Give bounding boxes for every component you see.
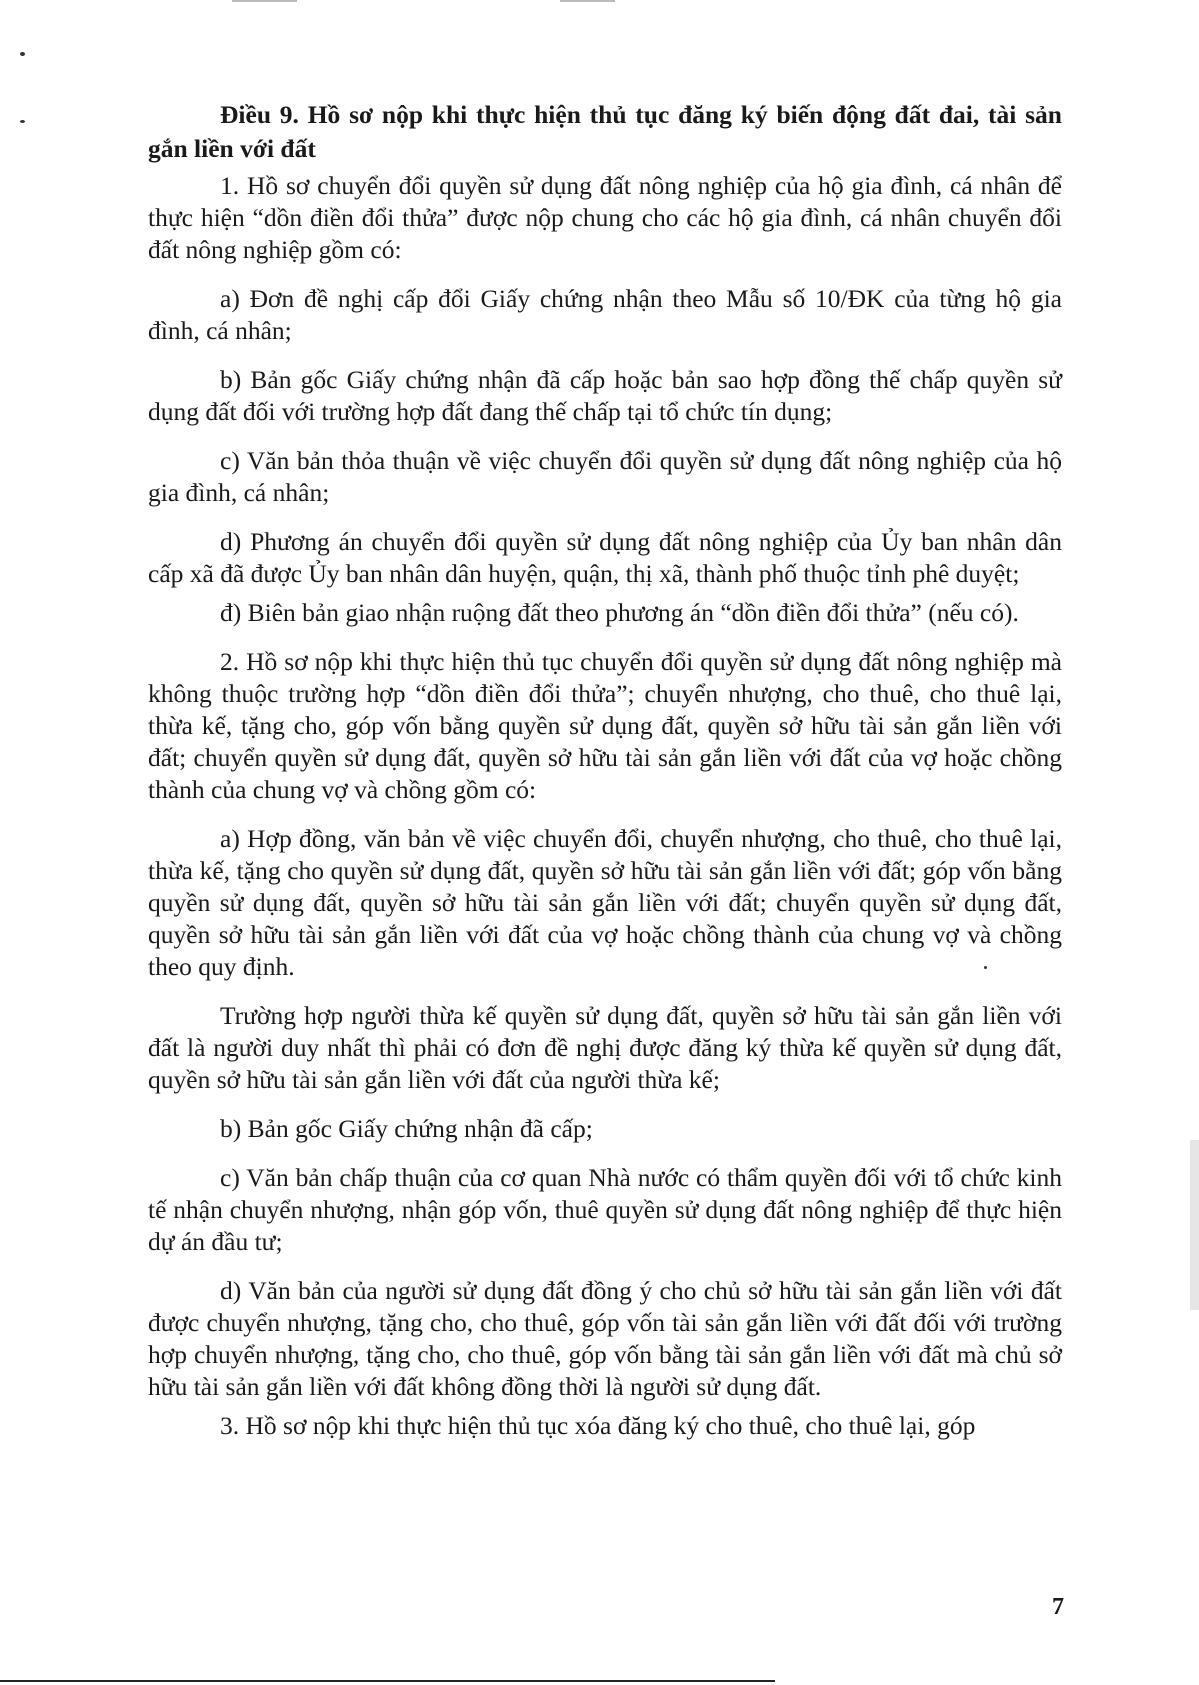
article-title: Điều 9. Hồ sơ nộp khi thực hiện thủ tục đăng ký biến động đất đai, tài sản gắn liền với đất [148, 100, 1062, 163]
clause-2: 2. Hồ sơ nộp khi thực hiện thủ tục chuyển đổi quyền sử dụng đất nông nghiệp mà không thuộc trường hợp “dồn điền đổi thửa”; chuyển nhượng, cho thuê, cho thuê lại, thừa kế, tặng cho, góp vốn bằng quyền sử dụng đất, quyền sở hữu tài sản gắn liền với đất; chuyển quyền sử dụng đất, quyền sở hữu tài sản gắn liền với đất của vợ hoặc chồng thành của chung vợ và chồng gồm có: [148, 647, 1062, 804]
scan-top-mark-right [560, 0, 615, 2]
clause-1-item-dd: đ) Biên bản giao nhận ruộng đất theo phương án “dồn điền đổi thửa” (nếu có). [220, 598, 1019, 627]
clause-1-item-d: d) Phương án chuyển đổi quyền sử dụng đất nông nghiệp của Ủy ban nhân dân cấp xã đã được Ủy ban nhân dân huyện, quận, thị xã, thành phố thuộc tỉnh phê duyệt; [148, 527, 1062, 588]
clause-1-item-c: c) Văn bản thỏa thuận về việc chuyển đổi quyền sử dụng đất nông nghiệp của hộ gia đình, cá nhân; [148, 446, 1062, 507]
clause-1-item-a: a) Đơn đề nghị cấp đổi Giấy chứng nhận theo Mẫu số 10/ĐK của từng hộ gia đình, cá nhân; [148, 284, 1062, 345]
clause-2-item-a: a) Hợp đồng, văn bản về việc chuyển đổi, chuyển nhượng, cho thuê, cho thuê lại, thừa kế, tặng cho quyền sử dụng đất, quyền sở hữu tài sản gắn liền với đất; góp vốn bằng quyền sử dụng đất, quyền sở hữu tài sản gắn liền với đất; chuyển quyền sử dụng đất, quyền sở hữu tài sản gắn liền với đất của vợ hoặc chồng thành của chung vợ và chồng theo quy định. [148, 824, 1062, 981]
scan-bottom-line [0, 1680, 775, 1682]
clause-2-item-b: b) Bản gốc Giấy chứng nhận đã cấp; [220, 1114, 593, 1143]
clause-2-item-c: c) Văn bản chấp thuận của cơ quan Nhà nước có thẩm quyền đối với tổ chức kinh tế nhận chuyển nhượng, nhận góp vốn, thuê quyền sử dụng đất nông nghiệp để thực hiện dự án đầu tư; [148, 1163, 1062, 1256]
clause-3: 3. Hồ sơ nộp khi thực hiện thủ tục xóa đăng ký cho thuê, cho thuê lại, góp [220, 1411, 976, 1440]
scan-top-mark-left [232, 0, 297, 2]
clause-2-item-d: d) Văn bản của người sử dụng đất đồng ý cho chủ sở hữu tài sản gắn liền với đất được chuyển nhượng, tặng cho, cho thuê, góp vốn tài sản gắn liền với đất đối với trường hợp chuyển nhượng, tặng cho, cho thuê, góp vốn bằng tài sản gắn liền với đất mà chủ sở hữu tài sản gắn liền với đất không đồng thời là người sử dụng đất. [148, 1276, 1062, 1401]
clause-2-inheritance-note: Trường hợp người thừa kế quyền sử dụng đất, quyền sở hữu tài sản gắn liền với đất là người duy nhất thì phải có đơn đề nghị được đăng ký thừa kế quyền sử dụng đất, quyền sở hữu tài sản gắn liền với đất của người thừa kế; [148, 1001, 1062, 1094]
clause-1: 1. Hồ sơ chuyển đổi quyền sử dụng đất nông nghiệp của hộ gia đình, cá nhân để thực hiện “dồn điền đổi thửa” được nộp chung cho các hộ gia đình, cá nhân chuyển đổi đất nông nghiệp gồm có: [148, 171, 1062, 264]
scan-dot [20, 52, 25, 56]
scan-dot [20, 120, 25, 123]
clause-1-item-b: b) Bản gốc Giấy chứng nhận đã cấp hoặc bản sao hợp đồng thế chấp quyền sử dụng đất đối với trường hợp đất đang thế chấp tại tổ chức tín dụng; [148, 365, 1062, 426]
scan-edge-shadow [1190, 1140, 1199, 1310]
document-body [148, 98, 1062, 1459]
page-number: 7 [1052, 1594, 1064, 1620]
